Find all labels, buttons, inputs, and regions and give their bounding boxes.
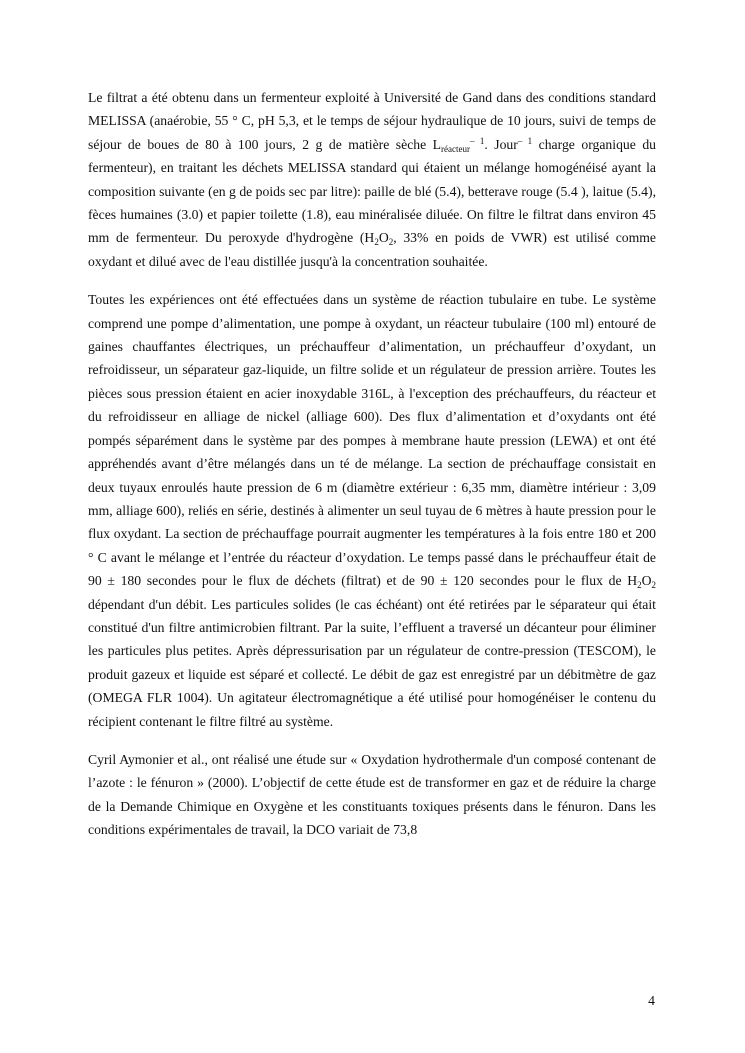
text-run: dépendant d'un débit. Les particules solides (le cas échéant) ont été retirées par le séparateur qui était constitué d'un filtre antimicrobien filtrant. Par la suite, l’effluent a traversé un décanteur pour éliminer les particules plus petites. Après dépressurisation par un régulateur de contre-pression (TESCOM), le produit gazeux et liquide est séparé et collecté. Le débit de gaz est enregistré par un débitmètre de gaz (OMEGA FLR 1004). Un agitateur électromagnétique a été utilisé pour homogénéiser le contenu du récipient contenant le filtre filtré au système.: [88, 596, 656, 729]
paragraph-aymonier: Cyril Aymonier et al., ont réalisé une étude sur « Oxydation hydrothermale d'un composé contenant de l’azote : le fénuron » (2000). L’objectif de cette étude est de transformer en gaz et de réduire la charge de la Demande Chimique en Oxygène et les constituants toxiques présents dans le fénuron. Dans les conditions expérimentales de travail, la DCO variait de 73,8: [88, 751, 656, 838]
page-body: [88, 86, 656, 857]
subscript-o2: 2: [651, 580, 656, 591]
paragraph-filtrat: [88, 86, 656, 273]
text-run: Toutes les expériences ont été effectuées dans un système de réaction tubulaire en tube. Le système comprend une pompe d’alimentation, une pompe à oxydant, un réacteur tubulaire (100 ml) entouré de gaines chauffantes électriques, un préchauffeur d’alimentation, un préchauffeur d’oxydant, un refroidisseur, un séparateur gaz-liquide, un filtre solide et un régulateur de pression arrière. Toutes les pièces sous pression étaient en acier inoxydable 316L, à l'exception des préchauffeurs, du réacteur et du refroidisseur en alliage de nickel (alliage 600). Des flux d’alimentation et d’oxydants ont été pompés séparément dans le système par des pompes à membrane haute pression (LEWA) et ont été appréhendés avant d’être mélangés dans un té de mélange. La section de préchauffage consistait en deux tuyaux enroulés haute pression de 6 m (diamètre extérieur : 6,35 mm, diamètre intérieur : 3,09 mm, alliage 600), reliés en série, destinés à alimenter un seul tuyau de 6 mètres à haute pression pour le flux oxydant. La section de préchauffage pourrait augmenter les températures à la fois entre 180 et 200 ° C avant le mélange et l’entrée du réacteur d’oxydation. Le temps passé dans le préchauffeur était de 90 ± 180 secondes pour le flux de déchets (filtrat) et de 90 ± 120 secondes pour le flux de H: [88, 292, 656, 589]
subscript-h2: 2: [637, 580, 642, 591]
text-run: charge organique du fermenteur), en traitant les déchets MELISSA standard qui étaient un mélange homogénéisé ayant la composition suivante (en g de poids sec par litre): paille de blé (5.4), betterave rouge (5.4 ), laitue (5.4), fèces humaines (3.0) et papier toilette (1.8), eau minéralisée diluée. On filtre le filtrat dans environ 45 mm de fermenteur. Du peroxyde d'hydrogène (H: [88, 136, 657, 246]
subscript-h2: 2: [374, 237, 379, 248]
text-run: Le filtrat a été obtenu dans un fermenteur exploité à Université de Gand dans des conditions standard MELISSA (anaérobie, 55 ° C, pH 5,3, et le temps de séjour hydraulique de 10 jours, suivi de temps de séjour de boues de 80 à 100 jours, 2 g de matière sèche L: [88, 90, 656, 152]
superscript-minus-one: – 1: [470, 135, 485, 146]
text-run: O: [641, 573, 652, 589]
text-run: . Jour: [484, 136, 518, 152]
superscript-minus-one: – 1: [517, 135, 533, 146]
page-number: 4: [648, 993, 655, 1008]
subscript-o2: 2: [388, 237, 394, 248]
text-run: , 33% en poids de VWR) est utilisé comme oxydant et dilué avec de l'eau distillée jusqu'à la concentration souhaitée.: [88, 230, 657, 269]
subscript-reacteur: réacteur: [441, 143, 471, 154]
text-run: O: [378, 230, 389, 246]
paragraph-experiences: [88, 288, 656, 733]
